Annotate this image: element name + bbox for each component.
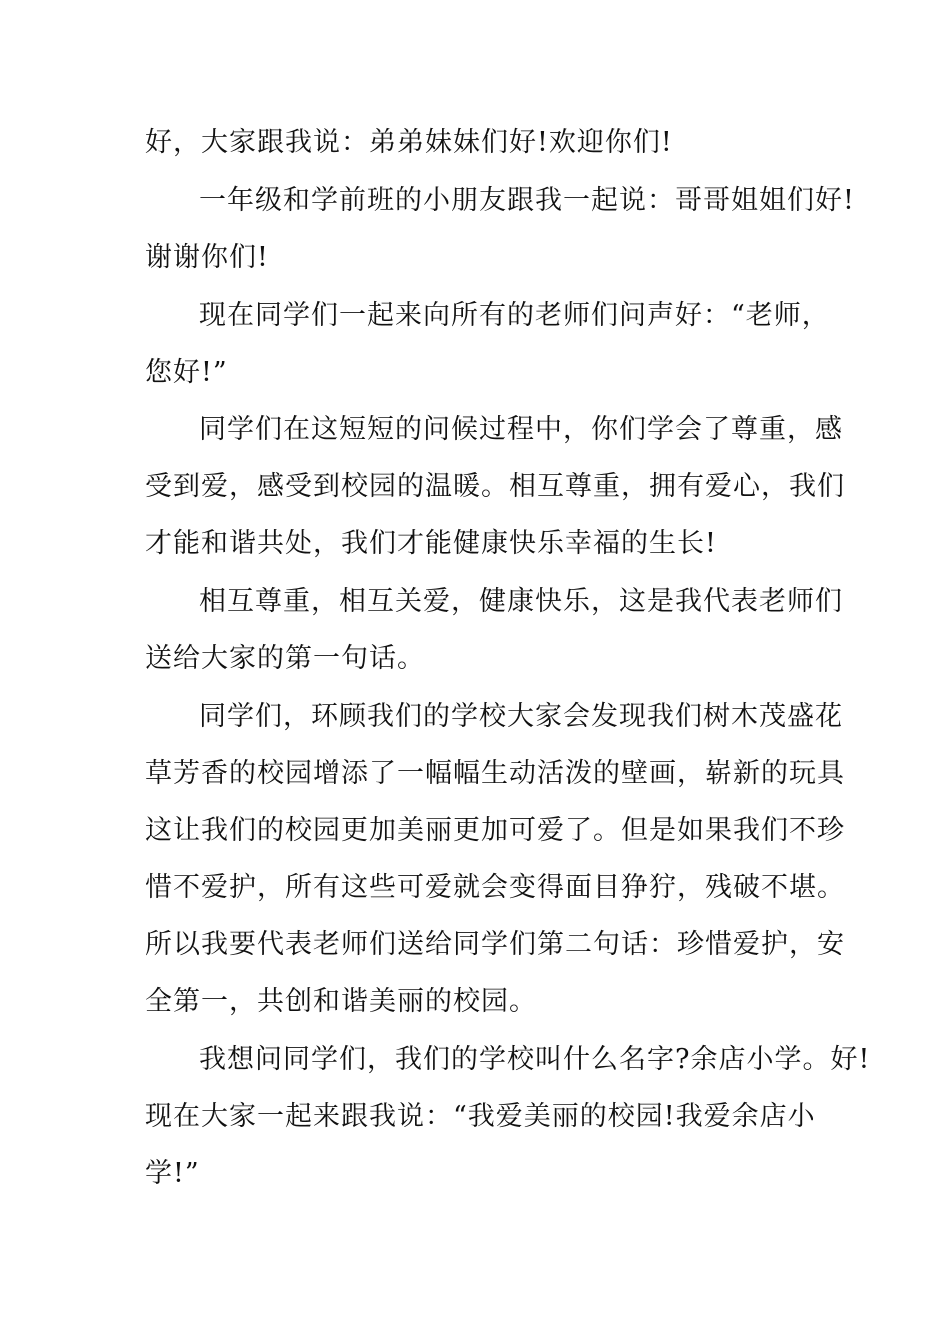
paragraph-line: 同学们在这短短的问候过程中，你们学会了尊重，感 (199, 414, 843, 445)
paragraph-line: 这让我们的校园更加美丽更加可爱了。但是如果我们不珍 (145, 815, 845, 846)
paragraph-line: 受到爱，感受到校园的温暖。相互尊重，拥有爱心，我们 (145, 471, 845, 502)
paragraph-line: 谢谢你们! (145, 242, 269, 273)
paragraph-line: 现在同学们一起来向所有的老师们问声好：“老师， (199, 300, 830, 331)
paragraph-line: 现在大家一起来跟我说：“我爱美丽的校园!我爱余店小 (145, 1101, 816, 1132)
paragraph-line: 所以我要代表老师们送给同学们第二句话：珍惜爱护，安 (145, 929, 845, 960)
paragraph-line: 惜不爱护，所有这些可爱就会变得面目狰狞，残破不堪。 (145, 872, 845, 903)
paragraph-line: 您好!” (145, 357, 228, 388)
paragraph-line: 送给大家的第一句话。 (145, 643, 425, 674)
paragraph-line: 草芳香的校园增添了一幅幅生动活泼的壁画，崭新的玩具 (145, 758, 845, 789)
paragraph-line: 相互尊重，相互关爱，健康快乐，这是我代表老师们 (199, 586, 843, 617)
paragraph-line: 我想问同学们，我们的学校叫什么名字?余店小学。好! (199, 1044, 871, 1075)
paragraph-line: 学!” (145, 1158, 200, 1189)
paragraph-line: 同学们，环顾我们的学校大家会发现我们树木茂盛花 (199, 701, 843, 732)
paragraph-line: 才能和谐共处，我们才能健康快乐幸福的生长! (145, 528, 717, 559)
paragraph-line: 好，大家跟我说：弟弟妹妹们好!欢迎你们! (145, 127, 673, 158)
paragraph-line: 一年级和学前班的小朋友跟我一起说：哥哥姐姐们好! (199, 185, 855, 216)
paragraph-line: 全第一，共创和谐美丽的校园。 (145, 986, 537, 1017)
